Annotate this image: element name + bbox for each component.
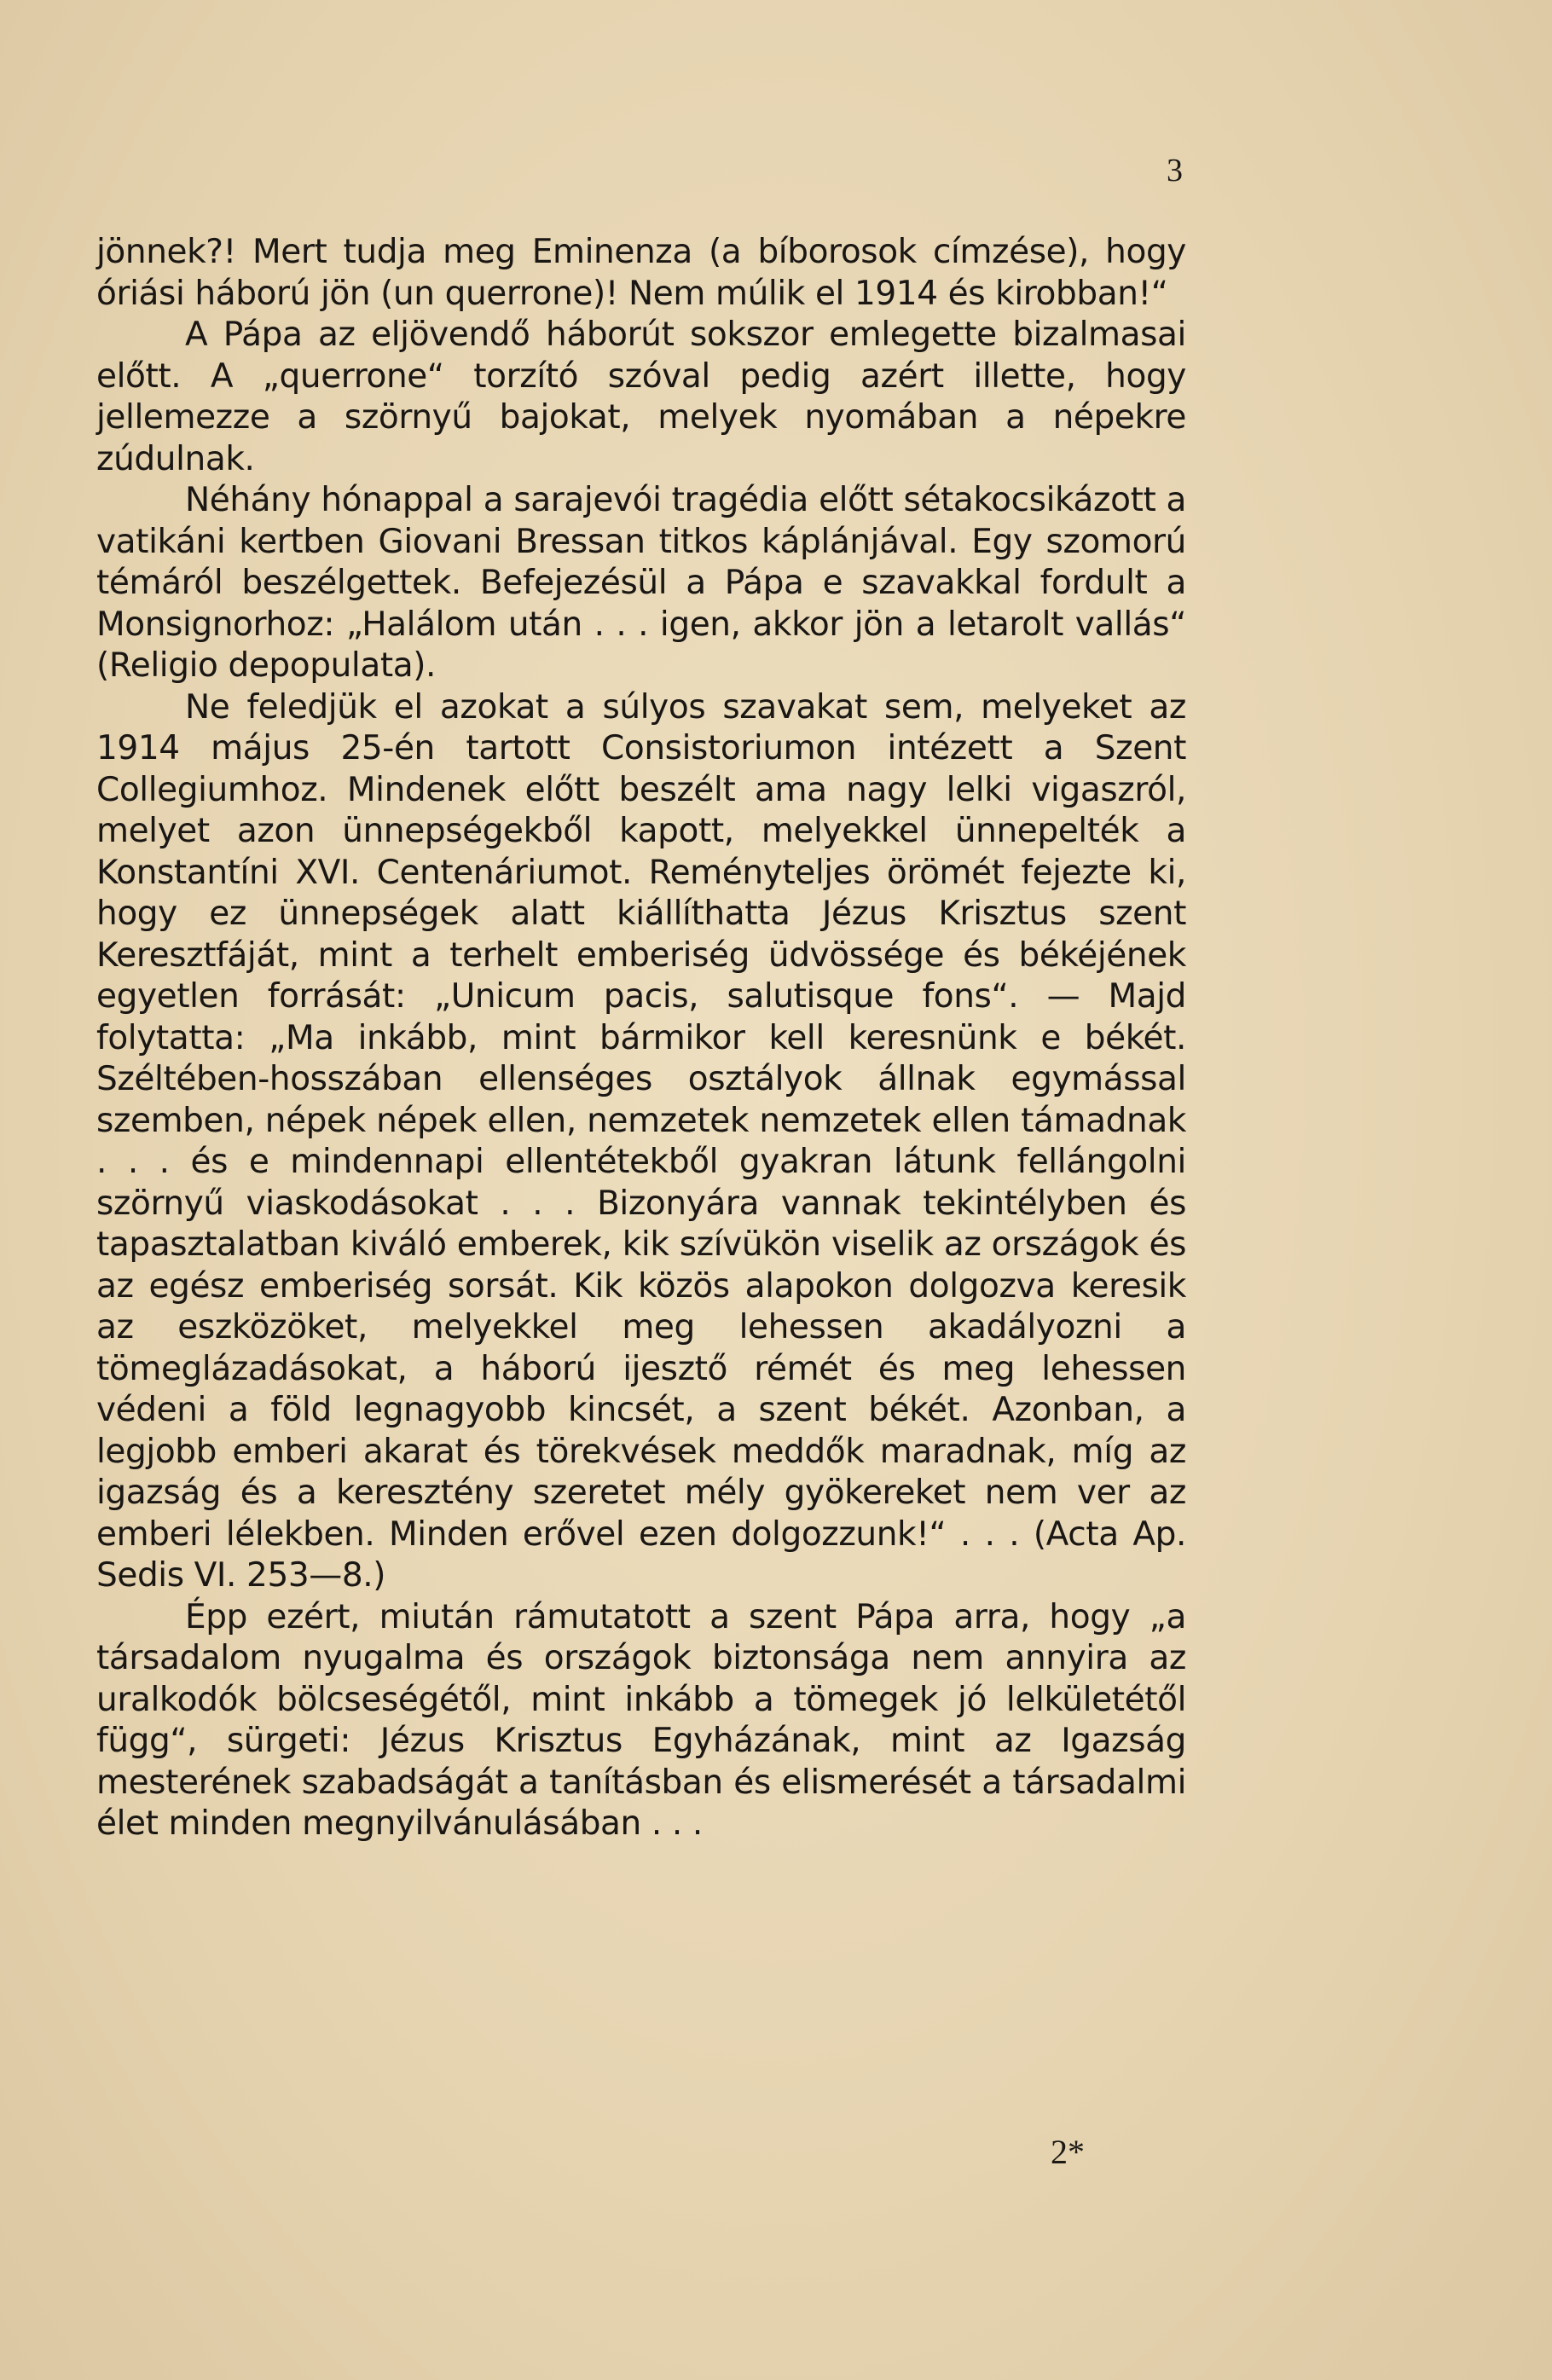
paragraph-3: Néhány hónappal a sarajevói tragédia előtt sétakocsikázott a vatikáni kertben Giovani Bressan titkos káplánjával. Egy szomorú témáról beszélgettek. Befejezésül a Pápa e szavakkal fordult a Monsignorhoz: „Halálom után . . . igen, akkor jön a letarolt vallás“ (Religio depopulata). bbox=[96, 481, 1186, 685]
paragraph-2: A Pápa az eljövendő háborút sokszor emlegette bizalmasai előtt. A „querrone“ torzító szóval pedig azért illette, hogy jellemezze a szörnyű bajokat, melyek nyomában a népekre zúdulnak. bbox=[96, 316, 1186, 478]
paragraph-5: Épp ezért, miután rámutatott a szent Pápa arra, hogy „a társadalom nyugalma és országok biztonsága nem annyira az uralkodók bölcseségétől, mint inkább a tömegek jó lelkületétől függ“, sürgeti: Jézus Krisztus Egyházának, mint az Igazság mesterének szabadságát a tanításban és elismerését a társadalmi élet minden megnyilvánulásában . . . bbox=[96, 1597, 1186, 1843]
page-number: 3 bbox=[1167, 153, 1183, 188]
signature-mark: 2* bbox=[1051, 2133, 1085, 2171]
paragraph-4: Ne feledjük el azokat a súlyos szavakat sem, melyeket az 1914 május 25-én tartott Consistoriumon intézett a Szent Collegiumhoz. Mindenek előtt beszélt ama nagy lelki vigaszról, melyet azon ünnepségekből kapott, melyekkel ünnepelték a Konstantíni XVI. Centenáriumot. Reményteljes örömét fejezte ki, hogy ez ünnepségek alatt kiállíthatta Jézus Krisztus szent Keresztfáját, mint a terhelt emberiség üdvössége és békéjének egyetlen forrását: „Unicum pacis, salutisque fons“. — Majd folytatta: „Ma inkább, mint bármikor kell keresnünk e békét. Széltében-hosszában ellenséges osztályok állnak egymással szemben, népek népek ellen, nemzetek nemzetek ellen támadnak . . . és e mindennapi ellentétekből gyakran látunk fellángolni szörnyű viaskodásokat . . . Bizonyára vannak tekintélyben és tapasztalatban kiváló emberek, kik szívükön viselik az országok és az egész emberiség sorsát. Kik közös alapokon dolgozva keresik az eszközöket, melyekkel meg lehessen akadályozni a tömeglázadásokat, a háború ijesztő rémét és meg lehessen védeni a föld legnagyobb kincsét, a szent békét. Azonban, a legjobb emberi akarat és törekvések meddők maradnak, míg az igazság és a keresztény szeretet mély gyökereket nem ver az emberi lélekben. Minden erővel ezen dolgozzunk!“ . . . (Acta Ap. Sedis VI. 253—8.) bbox=[96, 687, 1186, 1595]
paragraph-1: jönnek?! Mert tudja meg Eminenza (a bíborosok címzése), hogy óriási háború jön (un querrone)! Nem múlik el 1914 és kirobban!“ bbox=[96, 233, 1186, 313]
body-text bbox=[96, 232, 1186, 1845]
